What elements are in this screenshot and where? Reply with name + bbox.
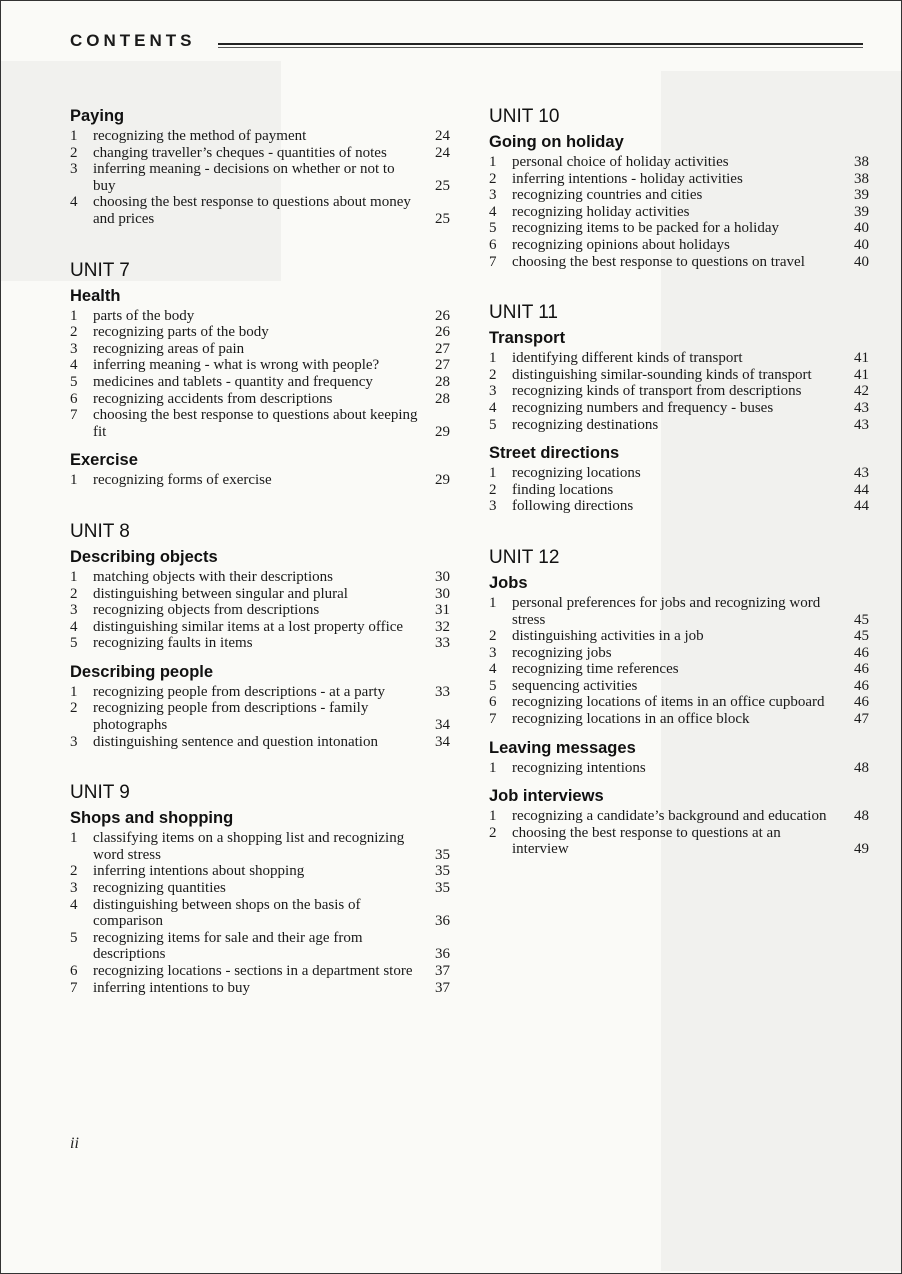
entry-page: 49	[854, 841, 869, 858]
entry-number: 6	[489, 236, 497, 253]
entry-number: 1	[70, 472, 78, 489]
entry-text: distinguishing between shops on the basis of comparison	[93, 896, 361, 930]
section-heading: Shops and shopping	[70, 809, 234, 828]
entry-number: 4	[70, 194, 78, 211]
entry-page: 43	[854, 465, 869, 482]
unit-heading: UNIT 10	[489, 106, 560, 127]
section-heading: Exercise	[70, 451, 138, 470]
entry-number: 3	[70, 340, 78, 357]
contents-entry	[70, 880, 450, 897]
entry-page: 25	[435, 177, 450, 194]
contents-entry	[489, 465, 869, 482]
entry-number: 5	[489, 416, 497, 433]
entry-text: recognizing holiday activities	[512, 203, 690, 220]
entry-number: 2	[70, 863, 78, 880]
contents-entry	[70, 897, 450, 930]
entry-page: 45	[854, 611, 869, 628]
entry-number: 1	[489, 759, 497, 776]
entry-number: 4	[70, 896, 78, 913]
entry-page: 29	[435, 472, 450, 489]
entry-page: 46	[854, 677, 869, 694]
entry-page: 33	[435, 635, 450, 652]
entry-page: 44	[854, 498, 869, 515]
contents-entry	[489, 383, 869, 400]
contents-entry	[489, 645, 869, 662]
entry-text: sequencing activities	[512, 677, 638, 694]
entry-number: 3	[70, 161, 78, 178]
entry-number: 7	[489, 253, 497, 270]
section-heading: Describing people	[70, 662, 214, 681]
entry-text: recognizing items to be packed for a holiday	[512, 220, 779, 237]
entry-number: 4	[70, 357, 78, 374]
contents-entry	[70, 324, 450, 341]
entry-number: 1	[70, 307, 78, 324]
contents-entry	[489, 417, 869, 434]
contents-entry	[70, 734, 450, 751]
contents-entry	[70, 830, 450, 863]
entry-text: matching objects with their descriptions	[93, 568, 333, 585]
entry-number: 4	[70, 618, 78, 635]
contents-entry	[70, 586, 450, 603]
contents-entry	[489, 220, 869, 237]
entry-page: 30	[435, 585, 450, 602]
entry-page: 46	[854, 661, 869, 678]
contents-entry	[70, 472, 450, 489]
entry-text: recognizing the method of payment	[93, 128, 307, 144]
unit-heading: UNIT 11	[489, 302, 558, 324]
entry-text: recognizing jobs	[512, 644, 612, 661]
entry-text: distinguishing sentence and question intonation	[93, 733, 378, 750]
entry-page: 24	[435, 128, 450, 144]
left-column	[70, 104, 450, 996]
entry-text: distinguishing between singular and plural	[93, 585, 348, 602]
contents-entry	[489, 400, 869, 417]
contents-entry	[70, 407, 450, 440]
entry-number: 5	[489, 677, 497, 694]
entry-text: parts of the body	[93, 307, 195, 324]
entry-page: 37	[435, 963, 450, 979]
contents-entry	[70, 128, 450, 145]
entry-page: 40	[854, 220, 869, 237]
contents-entry	[70, 357, 450, 374]
entry-text: inferring intentions to buy	[93, 979, 251, 996]
entry-page: 46	[854, 644, 869, 661]
entry-page: 34	[435, 717, 450, 734]
entry-number: 2	[489, 170, 497, 187]
entry-number: 3	[70, 880, 78, 897]
right-column	[489, 104, 869, 858]
entry-page: 28	[435, 373, 450, 390]
contents-entry	[70, 980, 450, 997]
contents-entry	[489, 711, 869, 728]
contents-entry	[489, 154, 869, 171]
entry-number: 7	[70, 979, 78, 996]
entry-text: recognizing numbers and frequency - buses	[512, 399, 774, 416]
contents-entry	[70, 930, 450, 963]
entry-page: 46	[854, 694, 869, 711]
entry-number: 3	[489, 644, 497, 661]
entry-text: inferring intentions about shopping	[93, 863, 305, 880]
entry-text: changing traveller’s cheques - quantities of notes	[93, 144, 387, 161]
entry-page: 39	[854, 187, 869, 204]
entry-text: choosing the best response to questions on travel	[512, 253, 805, 270]
entry-text: recognizing items for sale and their age from descriptions	[93, 929, 363, 963]
section-heading: Street directions	[489, 444, 620, 463]
section-heading: Going on holiday	[489, 133, 624, 151]
entry-number: 7	[70, 407, 78, 424]
contents-entry	[489, 171, 869, 188]
entry-text: identifying different kinds of transport	[512, 350, 743, 367]
entry-text: recognizing faults in items	[93, 635, 253, 652]
unit-heading: UNIT 12	[489, 546, 560, 568]
entry-number: 2	[489, 628, 497, 645]
entry-number: 7	[489, 711, 497, 728]
contents-header	[70, 31, 863, 51]
contents-entry	[70, 684, 450, 701]
entry-text: recognizing people from descriptions - at a party	[93, 683, 385, 700]
entry-text: inferring intentions - holiday activities	[512, 170, 743, 187]
entry-number: 1	[70, 683, 78, 700]
header-rule	[218, 43, 863, 48]
entry-number: 1	[489, 808, 497, 825]
contents-entry	[489, 350, 869, 367]
entry-page: 24	[435, 144, 450, 161]
contents-entry	[489, 808, 869, 825]
entry-page: 31	[435, 602, 450, 619]
entry-text: recognizing time references	[512, 661, 679, 678]
entry-page: 41	[854, 366, 869, 383]
section-heading: Job interviews	[489, 787, 604, 806]
entry-text: recognizing areas of pain	[93, 340, 245, 357]
entry-number: 2	[489, 366, 497, 383]
unit-heading: UNIT 8	[70, 520, 130, 542]
contents-entry	[489, 661, 869, 678]
entry-number: 5	[70, 635, 78, 652]
entry-page: 36	[435, 946, 450, 963]
contents-entry	[489, 694, 869, 711]
contents-entry	[489, 367, 869, 384]
contents-entry	[489, 678, 869, 695]
entry-number: 3	[489, 383, 497, 400]
entry-text: finding locations	[512, 481, 614, 498]
contents-entry	[70, 863, 450, 880]
entry-text: personal preferences for jobs and recognizing word stress	[512, 594, 821, 628]
entry-page: 36	[435, 913, 450, 930]
contents-entry	[70, 194, 450, 227]
entry-number: 1	[70, 568, 78, 585]
entry-text: recognizing locations in an office block	[512, 711, 750, 728]
entry-page: 26	[435, 324, 450, 341]
entry-number: 6	[70, 390, 78, 407]
entry-page: 33	[435, 683, 450, 700]
entry-page: 32	[435, 618, 450, 635]
entry-page: 29	[435, 423, 450, 440]
entry-number: 1	[70, 830, 78, 847]
entry-number: 2	[70, 324, 78, 341]
entry-number: 4	[489, 661, 497, 678]
contents-entry	[70, 569, 450, 586]
entry-text: distinguishing similar-sounding kinds of transport	[512, 366, 812, 383]
entry-page: 34	[435, 733, 450, 750]
contents-entry	[70, 700, 450, 733]
entry-page: 30	[435, 568, 450, 585]
entry-number: 3	[70, 602, 78, 619]
contents-entry	[489, 595, 869, 628]
entry-text: choosing the best response to questions about money and prices	[93, 194, 411, 227]
entry-text: recognizing objects from descriptions	[93, 602, 320, 619]
entry-page: 28	[435, 390, 450, 407]
entry-number: 3	[70, 733, 78, 750]
entry-text: recognizing accidents from descriptions	[93, 390, 333, 407]
entry-number: 5	[70, 929, 78, 946]
entry-page: 43	[854, 399, 869, 416]
contents-entry	[489, 482, 869, 499]
contents-entry	[70, 341, 450, 358]
entry-page: 37	[435, 979, 450, 996]
entry-page: 44	[854, 481, 869, 498]
entry-text: recognizing destinations	[512, 416, 659, 433]
entry-number: 2	[489, 481, 497, 498]
entry-text: choosing the best response to questions at an interview	[512, 824, 781, 858]
contents-entry	[489, 204, 869, 221]
entry-page: 41	[854, 350, 869, 367]
entry-number: 3	[489, 498, 497, 515]
entry-page: 47	[854, 711, 869, 728]
contents-entry	[70, 308, 450, 325]
contents-entry	[70, 161, 450, 194]
entry-number: 1	[489, 594, 497, 611]
page-title: CONTENTS	[70, 31, 196, 50]
contents-entry	[489, 825, 869, 858]
section-heading: Describing objects	[70, 547, 218, 566]
entry-text: recognizing intentions	[512, 759, 646, 776]
entry-number: 2	[70, 700, 78, 717]
entry-number: 4	[489, 399, 497, 416]
entry-number: 2	[70, 144, 78, 161]
entry-text: recognizing people from descriptions - family photographs	[93, 700, 369, 734]
entry-number: 1	[70, 128, 78, 144]
entry-page: 39	[854, 203, 869, 220]
contents-entry	[489, 237, 869, 254]
entry-page: 35	[435, 880, 450, 897]
entry-number: 1	[489, 465, 497, 482]
entry-text: recognizing a candidate’s background and education	[512, 808, 827, 825]
contents-entry	[70, 635, 450, 652]
entry-number: 6	[70, 963, 78, 979]
section-heading: Leaving messages	[489, 738, 636, 757]
entry-text: recognizing locations - sections in a department store	[93, 963, 413, 979]
entry-number: 1	[489, 154, 497, 170]
entry-number: 5	[489, 220, 497, 237]
contents-entry	[70, 619, 450, 636]
entry-page: 40	[854, 236, 869, 253]
entry-text: recognizing locations	[512, 465, 641, 482]
section-heading: Jobs	[489, 573, 528, 592]
entry-number: 2	[489, 824, 497, 841]
contents-entry	[489, 254, 869, 271]
entry-number: 6	[489, 694, 497, 711]
entry-page: 27	[435, 357, 450, 374]
entry-number: 2	[70, 585, 78, 602]
entry-page: 27	[435, 340, 450, 357]
contents-entry	[489, 760, 869, 777]
entry-page: 42	[854, 383, 869, 400]
entry-text: inferring meaning - what is wrong with people?	[93, 357, 380, 374]
entry-number: 3	[489, 187, 497, 204]
contents-entry	[70, 374, 450, 391]
entry-text: personal choice of holiday activities	[512, 154, 729, 170]
contents-entry	[489, 498, 869, 515]
entry-text: medicines and tablets - quantity and frequency	[93, 373, 373, 390]
entry-text: recognizing opinions about holidays	[512, 236, 730, 253]
entry-page: 45	[854, 628, 869, 645]
entry-page: 48	[854, 808, 869, 825]
entry-text: recognizing forms of exercise	[93, 472, 272, 489]
contents-entry	[489, 187, 869, 204]
entry-text: recognizing kinds of transport from descriptions	[512, 383, 802, 400]
section-heading: Health	[70, 286, 121, 305]
entry-number: 1	[489, 350, 497, 367]
entry-text: recognizing countries and cities	[512, 187, 703, 204]
entry-page: 38	[854, 154, 869, 170]
page-number: ii	[70, 1135, 79, 1152]
entry-page: 40	[854, 253, 869, 270]
entry-text: recognizing quantities	[93, 880, 226, 897]
contents-entry	[70, 145, 450, 162]
entry-page: 43	[854, 416, 869, 433]
entry-text: following directions	[512, 498, 634, 515]
contents-entry	[70, 391, 450, 408]
entry-page: 26	[435, 307, 450, 324]
entry-text: distinguishing activities in a job	[512, 628, 704, 645]
contents-entry	[70, 963, 450, 980]
entry-page: 25	[435, 210, 450, 227]
entry-number: 5	[70, 373, 78, 390]
unit-heading: UNIT 7	[70, 259, 130, 281]
entry-text: choosing the best response to questions about keeping fit	[93, 407, 418, 440]
entry-page: 35	[435, 863, 450, 880]
contents-entry	[70, 602, 450, 619]
entry-text: recognizing parts of the body	[93, 324, 269, 341]
entry-page: 38	[854, 170, 869, 187]
contents-entry	[489, 628, 869, 645]
entry-text: classifying items on a shopping list and recognizing word stress	[93, 830, 405, 863]
section-heading: Transport	[489, 329, 566, 348]
entry-number: 4	[489, 203, 497, 220]
unit-heading: UNIT 9	[70, 782, 130, 804]
entry-text: distinguishing similar items at a lost property office	[93, 618, 404, 635]
entry-text: recognizing locations of items in an office cupboard	[512, 694, 825, 711]
entry-text: inferring meaning - decisions on whether or not to buy	[93, 161, 395, 194]
entry-page: 35	[435, 846, 450, 863]
section-heading: Paying	[70, 107, 125, 125]
entry-page: 48	[854, 759, 869, 776]
